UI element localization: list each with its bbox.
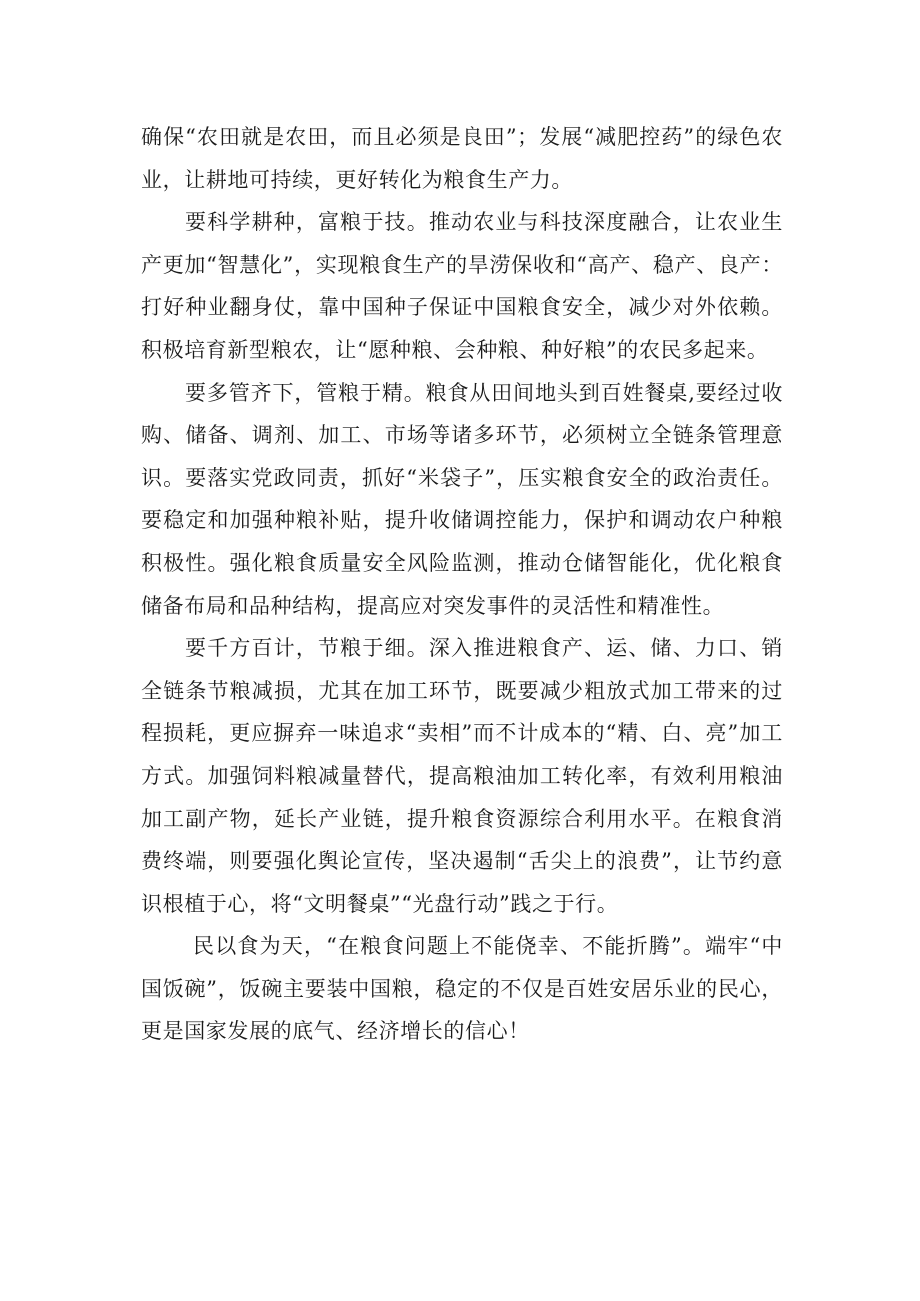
paragraph-conclusion: 民以食为天，“在粮食问题上不能侥幸、不能折腾”。端牢“中国饭碗”，饭碗主要装中国粮，稳定的不仅是百姓安居乐业的民心，更是国家发展的底气、经济增长的信心！ bbox=[141, 934, 783, 1044]
document-body bbox=[141, 116, 783, 1053]
paragraph-saving: 要千方百计，节粮于细。深入推进粮食产、运、储、力口、销全链条节粮减损，尤其在加工环节，既要减少粗放式加工带来的过程损耗，更应摒弃一味追求“卖相”而不计成本的“精、白、亮”加工方式。加强饲料粮减量替代，提高粮油加工转化率，有效利用粮油加工副产物，延长产业链，提升粮食资源综合利用水平。在粮食消费终端，则要强化舆论宣传，坚决遏制“舌尖上的浪费”，让节约意识根植于心，将“文明餐桌”“光盘行动”践之于行。 bbox=[141, 636, 783, 916]
paragraph-continuation: 确保“农田就是农田，而且必须是良田”；发展“减肥控药”的绿色农业，让耕地可持续，更好转化为粮食生产力。 bbox=[141, 125, 783, 192]
paragraph-technology: 要科学耕种，富粮于技。推动农业与科技深度融合，让农业生产更加“智慧化”，实现粮食生产的旱涝保收和“高产、稳产、良产：打好种业翻身仗，靠中国种子保证中国粮食安全，减少对外依赖。积极培育新型粮农，让“愿种粮、会种粮、种好粮”的农民多起来。 bbox=[141, 210, 783, 362]
paragraph-management: 要多管齐下，管粮于精。粮食从田间地头到百姓餐桌,要经过收购、储备、调剂、加工、市场等诸多环节，必须树立全链条管理意识。要落实党政同责，抓好“米袋子”，压实粮食安全的政治责任。要稳定和加强种粮补贴，提升收储调控能力，保护和调动农户种粮积极性。强化粮食质量安全风险监测，推动仓储智能化，优化粮食储备布局和品种结构，提高应对突发事件的灵活性和精准性。 bbox=[141, 380, 783, 618]
